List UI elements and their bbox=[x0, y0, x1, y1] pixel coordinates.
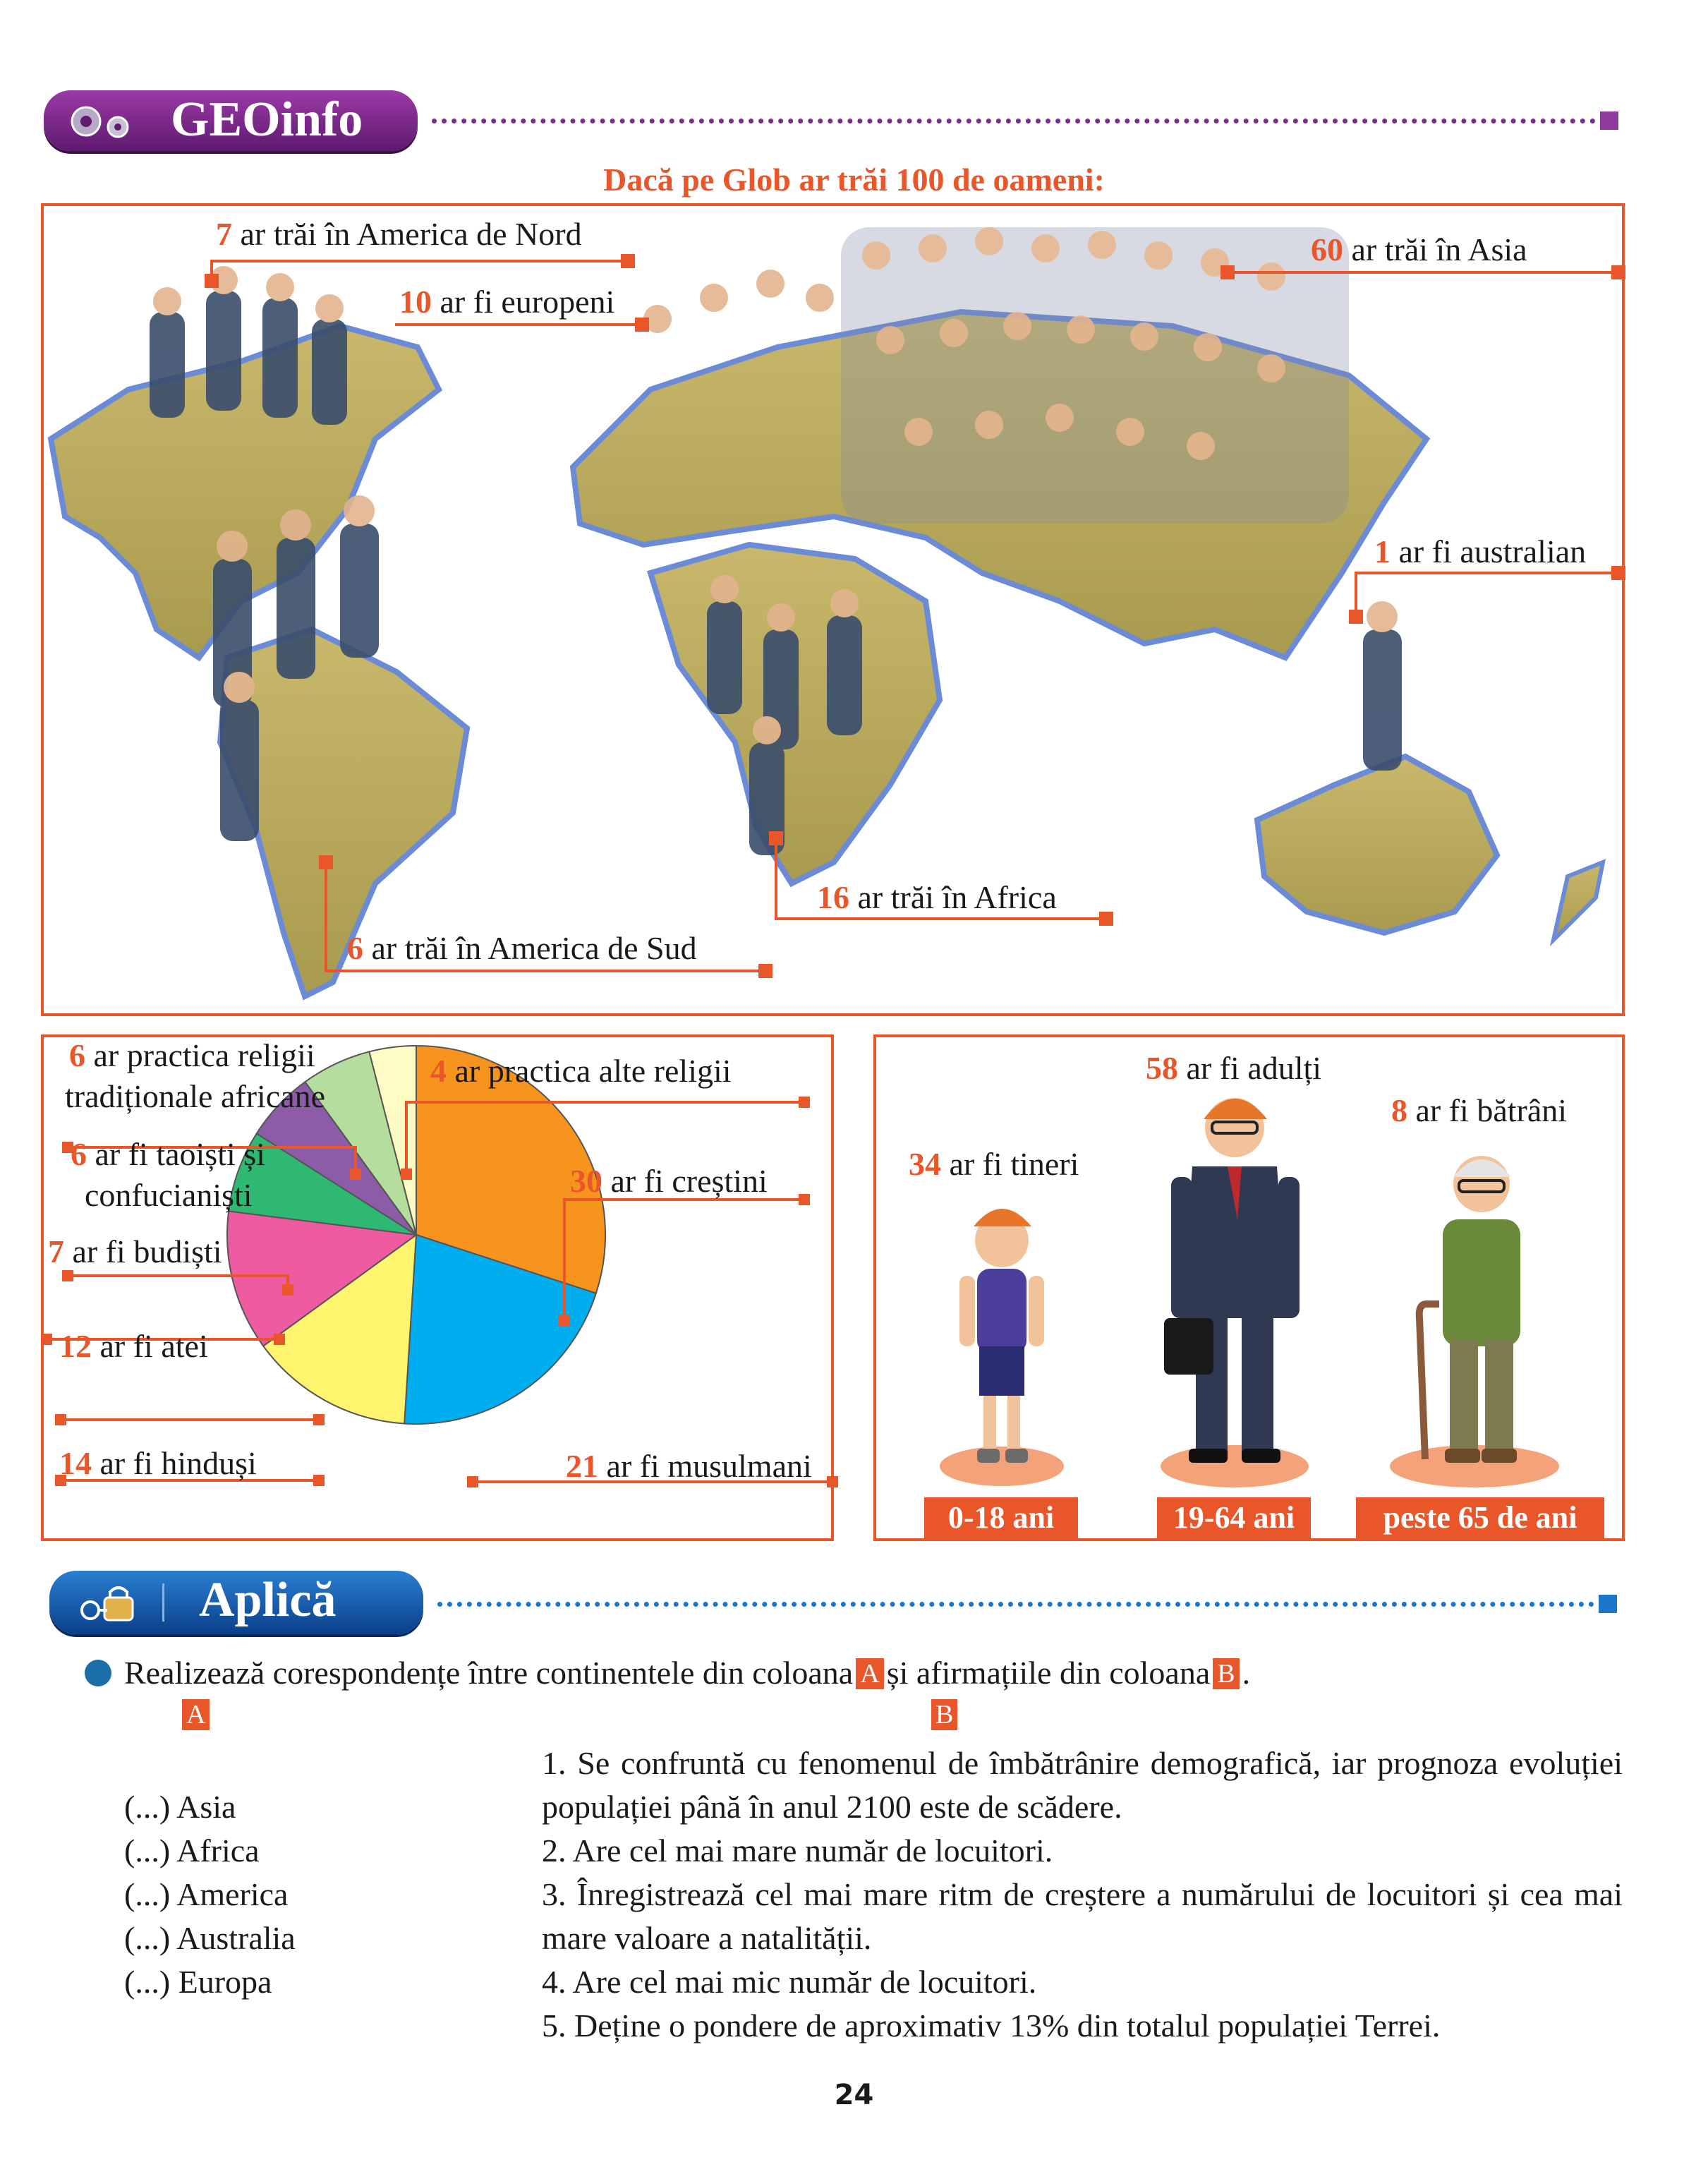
bullet-dot bbox=[85, 1660, 111, 1686]
badge-young-age-range: 0-18 ani bbox=[924, 1497, 1078, 1538]
label-north-america: 7 ar trăi în America de Nord bbox=[216, 216, 582, 252]
pie-leader-marker bbox=[41, 1334, 52, 1345]
pie-label-atheists: 12 ar fi atei bbox=[59, 1328, 208, 1364]
pie-leader-marker bbox=[799, 1194, 810, 1205]
pie-leader-marker bbox=[55, 1414, 66, 1425]
map-title: Dacă pe Glob ar trăi 100 de oameni: bbox=[603, 162, 1105, 198]
continent-item: (...) America bbox=[124, 1876, 289, 1912]
pie-label-christians: 30 ar fi creștini bbox=[570, 1163, 768, 1199]
pie-label-traditional: 6 ar practica religii bbox=[69, 1037, 315, 1073]
column-b-header: B bbox=[928, 1699, 960, 1730]
aplica-banner bbox=[49, 1571, 423, 1634]
statement-item: 4. Are cel mai mic număr de locuitori. bbox=[542, 1964, 1037, 2000]
label-europe: 10 ar fi europeni bbox=[399, 284, 615, 320]
aplica-rule-end bbox=[1599, 1595, 1617, 1613]
pie-label-hindus: 14 ar fi hinduși bbox=[59, 1445, 257, 1481]
aplica-banner-divider bbox=[162, 1583, 164, 1622]
aplica-title: Aplică bbox=[199, 1573, 337, 1627]
statement-item: 1. Se confruntă cu fenomenul de îmbătrânire demografică, iar prognoza evoluției populației până în anul 2100 este de scădere. bbox=[542, 1745, 1623, 1825]
pie-leader-marker bbox=[799, 1097, 810, 1108]
pie-leader-marker bbox=[350, 1169, 361, 1180]
aplica-dotted-rule bbox=[437, 1602, 1594, 1607]
label-south-america: 6 ar trăi în America de Sud bbox=[347, 930, 697, 966]
statement-item: 3. Înregistrează cel mai mare ritm de creștere a numărului de locuitori și cea mai mare valoare a natalității. bbox=[542, 1876, 1623, 1956]
pie-leader-marker bbox=[827, 1476, 838, 1487]
pie-label-taoists: 6 ar fi taoiști și bbox=[71, 1136, 265, 1172]
continent-item: (...) Africa bbox=[124, 1833, 260, 1869]
pie-leader-marker bbox=[401, 1169, 412, 1180]
statement-item: 2. Are cel mai mare număr de locuitori. bbox=[542, 1833, 1053, 1869]
continents-list bbox=[124, 1785, 296, 2004]
label-asia: 60 ar trăi în Asia bbox=[1311, 231, 1527, 267]
label-young: 34 ar fi tineri bbox=[909, 1146, 1079, 1182]
geoinfo-title: GEOinfo bbox=[171, 92, 363, 147]
badge-old-age-range: peste 65 de ani bbox=[1356, 1497, 1604, 1538]
pie-leader-marker bbox=[313, 1475, 325, 1486]
pie-leader-marker bbox=[274, 1334, 285, 1345]
column-b-tag: B bbox=[1213, 1658, 1239, 1689]
pie-label-other: 4 ar practica alte religii bbox=[430, 1053, 732, 1089]
child-figure bbox=[959, 1209, 1044, 1463]
pie-leader-marker bbox=[467, 1476, 478, 1487]
elderly-figure bbox=[1419, 1156, 1520, 1463]
column-a-tag: A bbox=[856, 1658, 883, 1689]
page-number: 24 bbox=[834, 2079, 874, 2111]
label-australia: 1 ar fi australian bbox=[1374, 533, 1587, 569]
statements-list bbox=[542, 1742, 1623, 2048]
label-africa: 16 ar trăi în Africa bbox=[817, 879, 1057, 915]
pie-label-muslims: 21 ar fi musulmani bbox=[566, 1448, 812, 1484]
pie-label-buddhists: 7 ar fi budiști bbox=[48, 1233, 222, 1269]
continent-item: (...) Asia bbox=[124, 1789, 236, 1825]
continent-item: (...) Australia bbox=[124, 1920, 296, 1956]
pie-label-traditional-line2: tradiționale africane bbox=[65, 1078, 326, 1114]
pie-label-taoists-line2: confucianiști bbox=[85, 1177, 253, 1213]
pie-leader-marker bbox=[313, 1414, 325, 1425]
label-old: 8 ar fi bătrâni bbox=[1391, 1092, 1568, 1128]
pie-leader-marker bbox=[62, 1270, 73, 1281]
map-leader-lines bbox=[0, 0, 1708, 1023]
statement-item: 5. Deține o pondere de aproximativ 13% din totalul populației Terrei. bbox=[542, 2008, 1441, 2044]
adult-figure bbox=[1164, 1098, 1300, 1463]
padlock-key-icon bbox=[76, 1582, 147, 1624]
label-adults: 58 ar fi adulți bbox=[1146, 1050, 1322, 1086]
age-figures-illustration bbox=[875, 1036, 1623, 1487]
continent-item: (...) Europa bbox=[124, 1964, 272, 2000]
column-a-header: A bbox=[179, 1699, 212, 1730]
badge-adult-age-range: 19-64 ani bbox=[1157, 1497, 1311, 1538]
pie-leader-marker bbox=[559, 1315, 570, 1327]
pie-leader-marker bbox=[282, 1284, 293, 1296]
instruction-text: Realizează corespondențe între continentele din coloana A și afirmațiile din coloana B . bbox=[124, 1655, 1251, 1691]
